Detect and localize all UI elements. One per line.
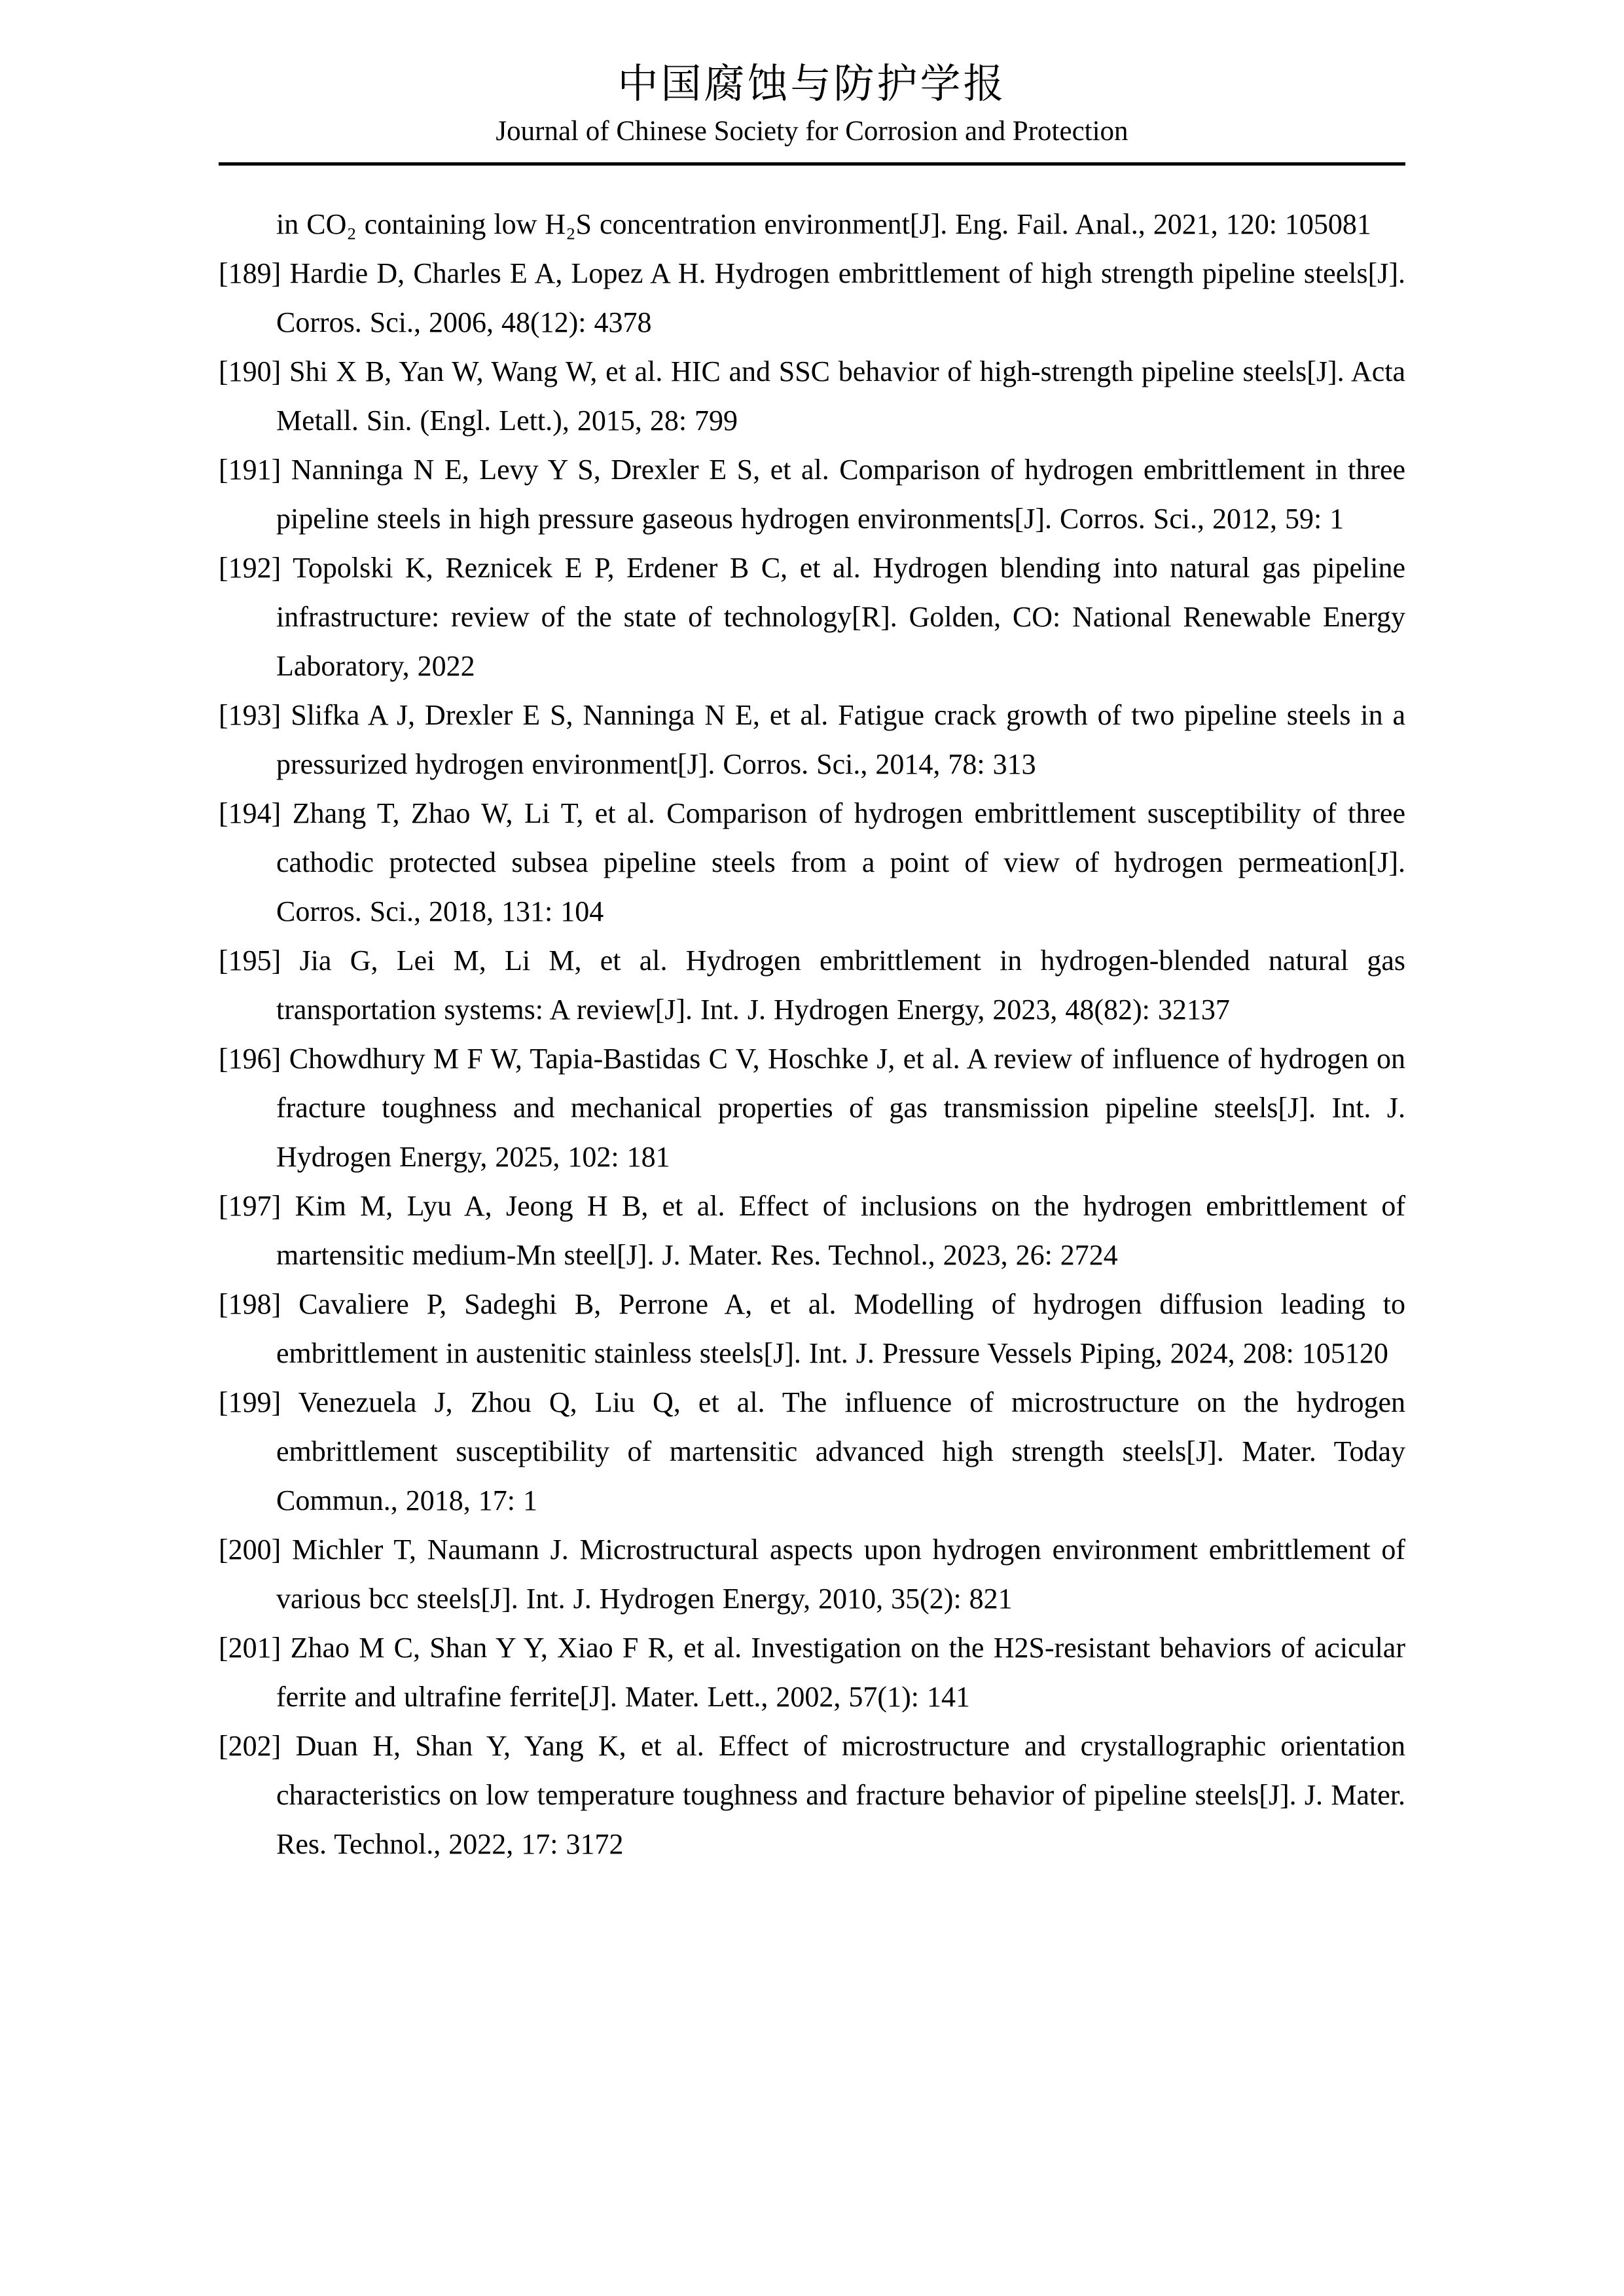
reference-text: Cavaliere P, Sadeghi B, Perrone A, et al. Modelling of hydrogen diffusion leading to embrittlement in austenitic stainless steels[J]. Int. J. Pressure Vessels Piping, 2024, 208: 105120 [276, 1288, 1405, 1370]
reference-text: Michler T, Naumann J. Microstructural aspects upon hydrogen environment embrittlement of various bcc steels[J]. Int. J. Hydrogen Energy, 2010, 35(2): 821 [276, 1534, 1406, 1615]
reference-number: [192] [219, 552, 281, 584]
reference-item-197 [219, 1181, 1405, 1280]
reference-item-202 [219, 1721, 1405, 1869]
reference-text: Duan H, Shan Y, Yang K, et al. Effect of microstructure and crystallographic orientation characteristics on low temperature toughness and fracture behavior of pipeline steels[J]. J. Mater. Res. Technol., 2022, 17: 3172 [276, 1730, 1405, 1861]
header-divider-rule [219, 162, 1405, 166]
reference-text: Jia G, Lei M, Li M, et al. Hydrogen embrittlement in hydrogen-blended natural gas transportation systems: A review[J]. Int. J. Hydrogen Energy, 2023, 48(82): 32137 [276, 944, 1406, 1026]
reference-text: in CO₂ containing low H₂S concentration environment[J]. Eng. Fail. Anal., 2021, 120: 105081 [276, 208, 1371, 241]
reference-continuation [219, 200, 1405, 249]
reference-number: [200] [219, 1534, 281, 1566]
reference-text: Slifka A J, Drexler E S, Nanninga N E, et al. Fatigue crack growth of two pipeline steels in a pressurized hydrogen environment[J]. Corros. Sci., 2014, 78: 313 [276, 699, 1406, 781]
reference-text: Zhao M C, Shan Y Y, Xiao F R, et al. Investigation on the H2S-resistant behaviors of acicular ferrite and ultrafine ferrite[J]. Mater. Lett., 2002, 57(1): 141 [276, 1632, 1405, 1713]
reference-number: [202] [219, 1730, 281, 1763]
reference-number: [191] [219, 454, 281, 486]
reference-item-198 [219, 1280, 1405, 1378]
reference-item-195 [219, 936, 1405, 1034]
journal-title-chinese: 中国腐蚀与防护学报 [617, 62, 1007, 107]
reference-number: [193] [219, 699, 281, 732]
reference-text: Kim M, Lyu A, Jeong H B, et al. Effect of inclusions on the hydrogen embrittlement of martensitic medium-Mn steel[J]. J. Mater. Res. Technol., 2023, 26: 2724 [276, 1190, 1406, 1272]
reference-item-196 [219, 1034, 1405, 1181]
reference-item-190 [219, 347, 1405, 445]
reference-number: [197] [219, 1190, 281, 1223]
reference-item-200 [219, 1525, 1405, 1623]
reference-number: [198] [219, 1288, 281, 1321]
text-block [109, 62, 1515, 1947]
journal-title-english: Journal of Chinese Society for Corrosion and Protection [496, 116, 1128, 147]
reference-item-191 [219, 445, 1405, 543]
reference-text: Zhang T, Zhao W, Li T, et al. Comparison of hydrogen embrittlement susceptibility of three cathodic protected subsea pipeline steels from a point of view of hydrogen permeation[J]. Corros. Sci., 2018, 131: 104 [276, 797, 1405, 928]
reference-number: [195] [219, 944, 281, 977]
reference-text: Hardie D, Charles E A, Lopez A H. Hydrogen embrittlement of high strength pipeline steels[J]. Corros. Sci., 2006, 48(12): 4378 [276, 257, 1406, 339]
reference-number: [189] [219, 257, 281, 290]
reference-text: Shi X B, Yan W, Wang W, et al. HIC and SSC behavior of high-strength pipeline steels[J]. Acta Metall. Sin. (Engl. Lett.), 2015, 28: 799 [276, 355, 1405, 437]
reference-item-199 [219, 1378, 1405, 1525]
reference-text: Venezuela J, Zhou Q, Liu Q, et al. The influence of microstructure on the hydrogen embrittlement susceptibility of martensitic advanced high strength steels[J]. Mater. Today Commun., 2018, 17: 1 [276, 1386, 1405, 1517]
reference-number: [194] [219, 797, 281, 830]
journal-header [219, 62, 1405, 166]
reference-item-189 [219, 249, 1405, 347]
reference-text: Chowdhury M F W, Tapia-Bastidas C V, Hoschke J, et al. A review of influence of hydrogen on fracture toughness and mechanical properties of gas transmission pipeline steels[J]. Int. J. Hydrogen Energy, 2025, 102: 181 [276, 1043, 1406, 1174]
reference-item-194 [219, 789, 1405, 936]
reference-number: [199] [219, 1386, 281, 1419]
reference-number: [196] [219, 1043, 281, 1075]
reference-list [219, 200, 1405, 1947]
reference-item-201 [219, 1623, 1405, 1721]
reference-number: [201] [219, 1632, 281, 1664]
reference-item-193 [219, 691, 1405, 789]
reference-text: Nanninga N E, Levy Y S, Drexler E S, et al. Comparison of hydrogen embrittlement in three pipeline steels in high pressure gaseous hydrogen environments[J]. Corros. Sci., 2012, 59: 1 [276, 454, 1405, 535]
reference-text: Topolski K, Reznicek E P, Erdener B C, et al. Hydrogen blending into natural gas pipeline infrastructure: review of the state of technology[R]. Golden, CO: National Renewable Energy Laboratory, 2022 [276, 552, 1405, 683]
reference-item-192 [219, 543, 1405, 691]
reference-number: [190] [219, 355, 281, 388]
